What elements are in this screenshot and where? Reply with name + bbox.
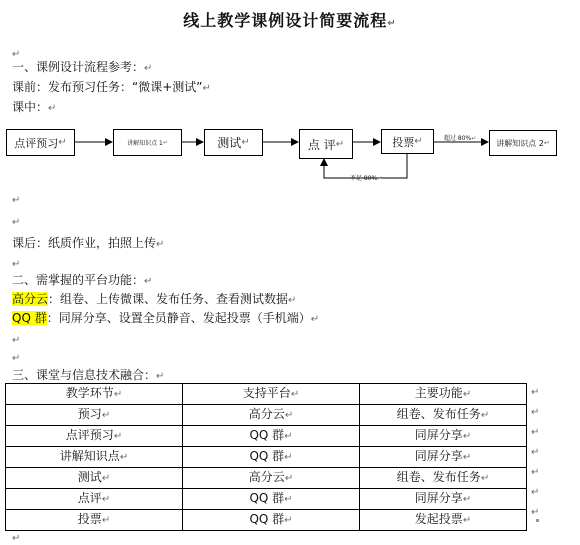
platform-line-text: ：同屏分享、设置全员静音、发起投票（手机端） bbox=[46, 311, 311, 325]
table-cell: 发起投票↵ bbox=[360, 510, 527, 531]
table-resize-handle[interactable] bbox=[536, 519, 539, 522]
flow-step-label: 点 评 bbox=[307, 137, 336, 152]
after-class-line bbox=[12, 234, 164, 251]
row-end-mark: ↵ bbox=[531, 447, 540, 458]
table-row bbox=[6, 468, 527, 489]
paragraph-mark: ↵ bbox=[202, 83, 211, 94]
paragraph-mark: ↵ bbox=[58, 137, 67, 148]
highlight-qq: QQ 群 bbox=[12, 311, 47, 325]
row-end-mark: ↵ bbox=[531, 387, 540, 398]
paragraph-mark: ↵ bbox=[162, 139, 168, 146]
table-row bbox=[6, 426, 527, 447]
empty-paragraph bbox=[12, 210, 20, 229]
table-cell: 组卷、发布任务↵ bbox=[360, 468, 527, 489]
table-cell: 组卷、发布任务↵ bbox=[360, 405, 527, 426]
empty-paragraph bbox=[12, 328, 20, 347]
paragraph-mark: ↵ bbox=[310, 314, 320, 325]
paragraph-mark: ↵ bbox=[12, 49, 21, 60]
table-cell: QQ 群↵ bbox=[183, 510, 360, 531]
table-cell: 同屏分享↵ bbox=[360, 447, 527, 468]
flow-step-label: 讲解知识点 1 bbox=[127, 140, 163, 147]
table-cell: 点评预习↵ bbox=[6, 426, 183, 447]
section1-heading-text: 一、课例设计流程参考： bbox=[12, 60, 145, 74]
empty-paragraph bbox=[12, 526, 20, 545]
platform-line-qq bbox=[12, 309, 319, 326]
section3-heading-text: 三、课堂与信息技术融合： bbox=[12, 368, 157, 382]
table-cell: 预习↵ bbox=[6, 405, 183, 426]
document-title bbox=[0, 8, 580, 31]
flow-step-label: 点评预习 bbox=[14, 136, 59, 150]
paragraph-mark: ↵ bbox=[241, 137, 250, 148]
table-cell: 同屏分享↵ bbox=[360, 426, 527, 447]
after-class-text: 课后：纸质作业，拍照上传 bbox=[12, 236, 157, 250]
row-end-mark: ↵ bbox=[531, 427, 540, 438]
row-end-mark: ↵ bbox=[531, 487, 540, 498]
section2-heading-text: 二、需掌握的平台功能： bbox=[12, 273, 145, 287]
highlight-gaofenyun: 高分云 bbox=[12, 292, 49, 306]
paragraph-mark: ↵ bbox=[288, 295, 297, 306]
paragraph-mark: ↵ bbox=[12, 353, 21, 364]
section2-heading bbox=[12, 271, 152, 288]
table-row bbox=[6, 447, 527, 468]
flow-step-review-preview bbox=[6, 129, 75, 156]
table-header-row bbox=[6, 384, 527, 405]
platform-line-text: ：组卷、上传微课、发布任务、查看测试数据 bbox=[48, 292, 289, 306]
flow-step-vote bbox=[381, 129, 434, 154]
flow-step-comment bbox=[299, 129, 353, 159]
flow-label-under-text: 不足 80% bbox=[350, 175, 378, 182]
paragraph-mark: ↵ bbox=[156, 239, 165, 250]
before-class-line bbox=[12, 78, 211, 95]
in-class-line bbox=[12, 98, 56, 115]
table-cell: 同屏分享↵ bbox=[360, 489, 527, 510]
table-cell: 投票↵ bbox=[6, 510, 183, 531]
paragraph-mark: ↵ bbox=[471, 135, 477, 142]
table-cell: QQ 群↵ bbox=[183, 489, 360, 510]
table-header-cell: 支持平台↵ bbox=[183, 384, 360, 405]
section1-heading bbox=[12, 58, 152, 75]
paragraph-mark: ↵ bbox=[144, 63, 153, 74]
empty-paragraph bbox=[12, 188, 20, 207]
paragraph-mark: ↵ bbox=[48, 103, 57, 114]
title-text: 线上教学课例设计简要流程 bbox=[183, 11, 388, 30]
empty-paragraph bbox=[12, 346, 20, 365]
paragraph-mark: ↵ bbox=[12, 259, 21, 270]
table-row bbox=[6, 405, 527, 426]
flow-step-test bbox=[204, 129, 263, 156]
before-class-text: 课前：发布预习任务：“微课+测试” bbox=[12, 80, 203, 94]
paragraph-mark: ↵ bbox=[377, 175, 383, 182]
table-cell: 高分云↵ bbox=[183, 468, 360, 489]
in-class-text: 课中： bbox=[12, 100, 49, 114]
row-end-mark: ↵ bbox=[531, 507, 540, 518]
table-cell: QQ 群↵ bbox=[183, 447, 360, 468]
flow-step-explain-1 bbox=[113, 129, 182, 156]
flow-label-over bbox=[444, 133, 476, 142]
table-cell: 高分云↵ bbox=[183, 405, 360, 426]
flow-label-over-text: 超过 80% bbox=[444, 135, 472, 142]
integration-table bbox=[5, 383, 527, 531]
paragraph-mark: ↵ bbox=[543, 139, 550, 147]
empty-paragraph bbox=[12, 252, 20, 271]
row-end-mark: ↵ bbox=[531, 467, 540, 478]
paragraph-mark: ↵ bbox=[335, 138, 345, 150]
section3-heading bbox=[12, 366, 164, 383]
table-cell: 讲解知识点↵ bbox=[6, 447, 183, 468]
table-cell: 测试↵ bbox=[6, 468, 183, 489]
flow-step-label: 投票 bbox=[392, 135, 415, 149]
table-row bbox=[6, 510, 527, 531]
paragraph-mark: ↵ bbox=[144, 276, 153, 287]
table-header-cell: 教学环节↵ bbox=[6, 384, 183, 405]
table-row bbox=[6, 489, 527, 510]
paragraph-mark: ↵ bbox=[12, 195, 21, 206]
row-end-mark: ↵ bbox=[531, 407, 540, 418]
paragraph-mark: ↵ bbox=[12, 533, 21, 544]
flow-step-label: 讲解知识点 2 bbox=[496, 138, 544, 148]
table-header-cell: 主要功能↵ bbox=[360, 384, 527, 405]
paragraph-mark: ↵ bbox=[12, 335, 21, 346]
flow-label-under bbox=[350, 173, 382, 182]
paragraph-mark: ↵ bbox=[414, 136, 423, 147]
paragraph-mark: ↵ bbox=[387, 18, 397, 29]
table-cell: 点评↵ bbox=[6, 489, 183, 510]
paragraph-mark: ↵ bbox=[12, 217, 21, 228]
paragraph-mark: ↵ bbox=[156, 371, 165, 382]
flow-step-explain-2 bbox=[489, 130, 557, 156]
table-cell: QQ 群↵ bbox=[183, 426, 360, 447]
platform-line-gaofenyun bbox=[12, 290, 296, 307]
flow-step-label: 测试 bbox=[217, 136, 242, 150]
